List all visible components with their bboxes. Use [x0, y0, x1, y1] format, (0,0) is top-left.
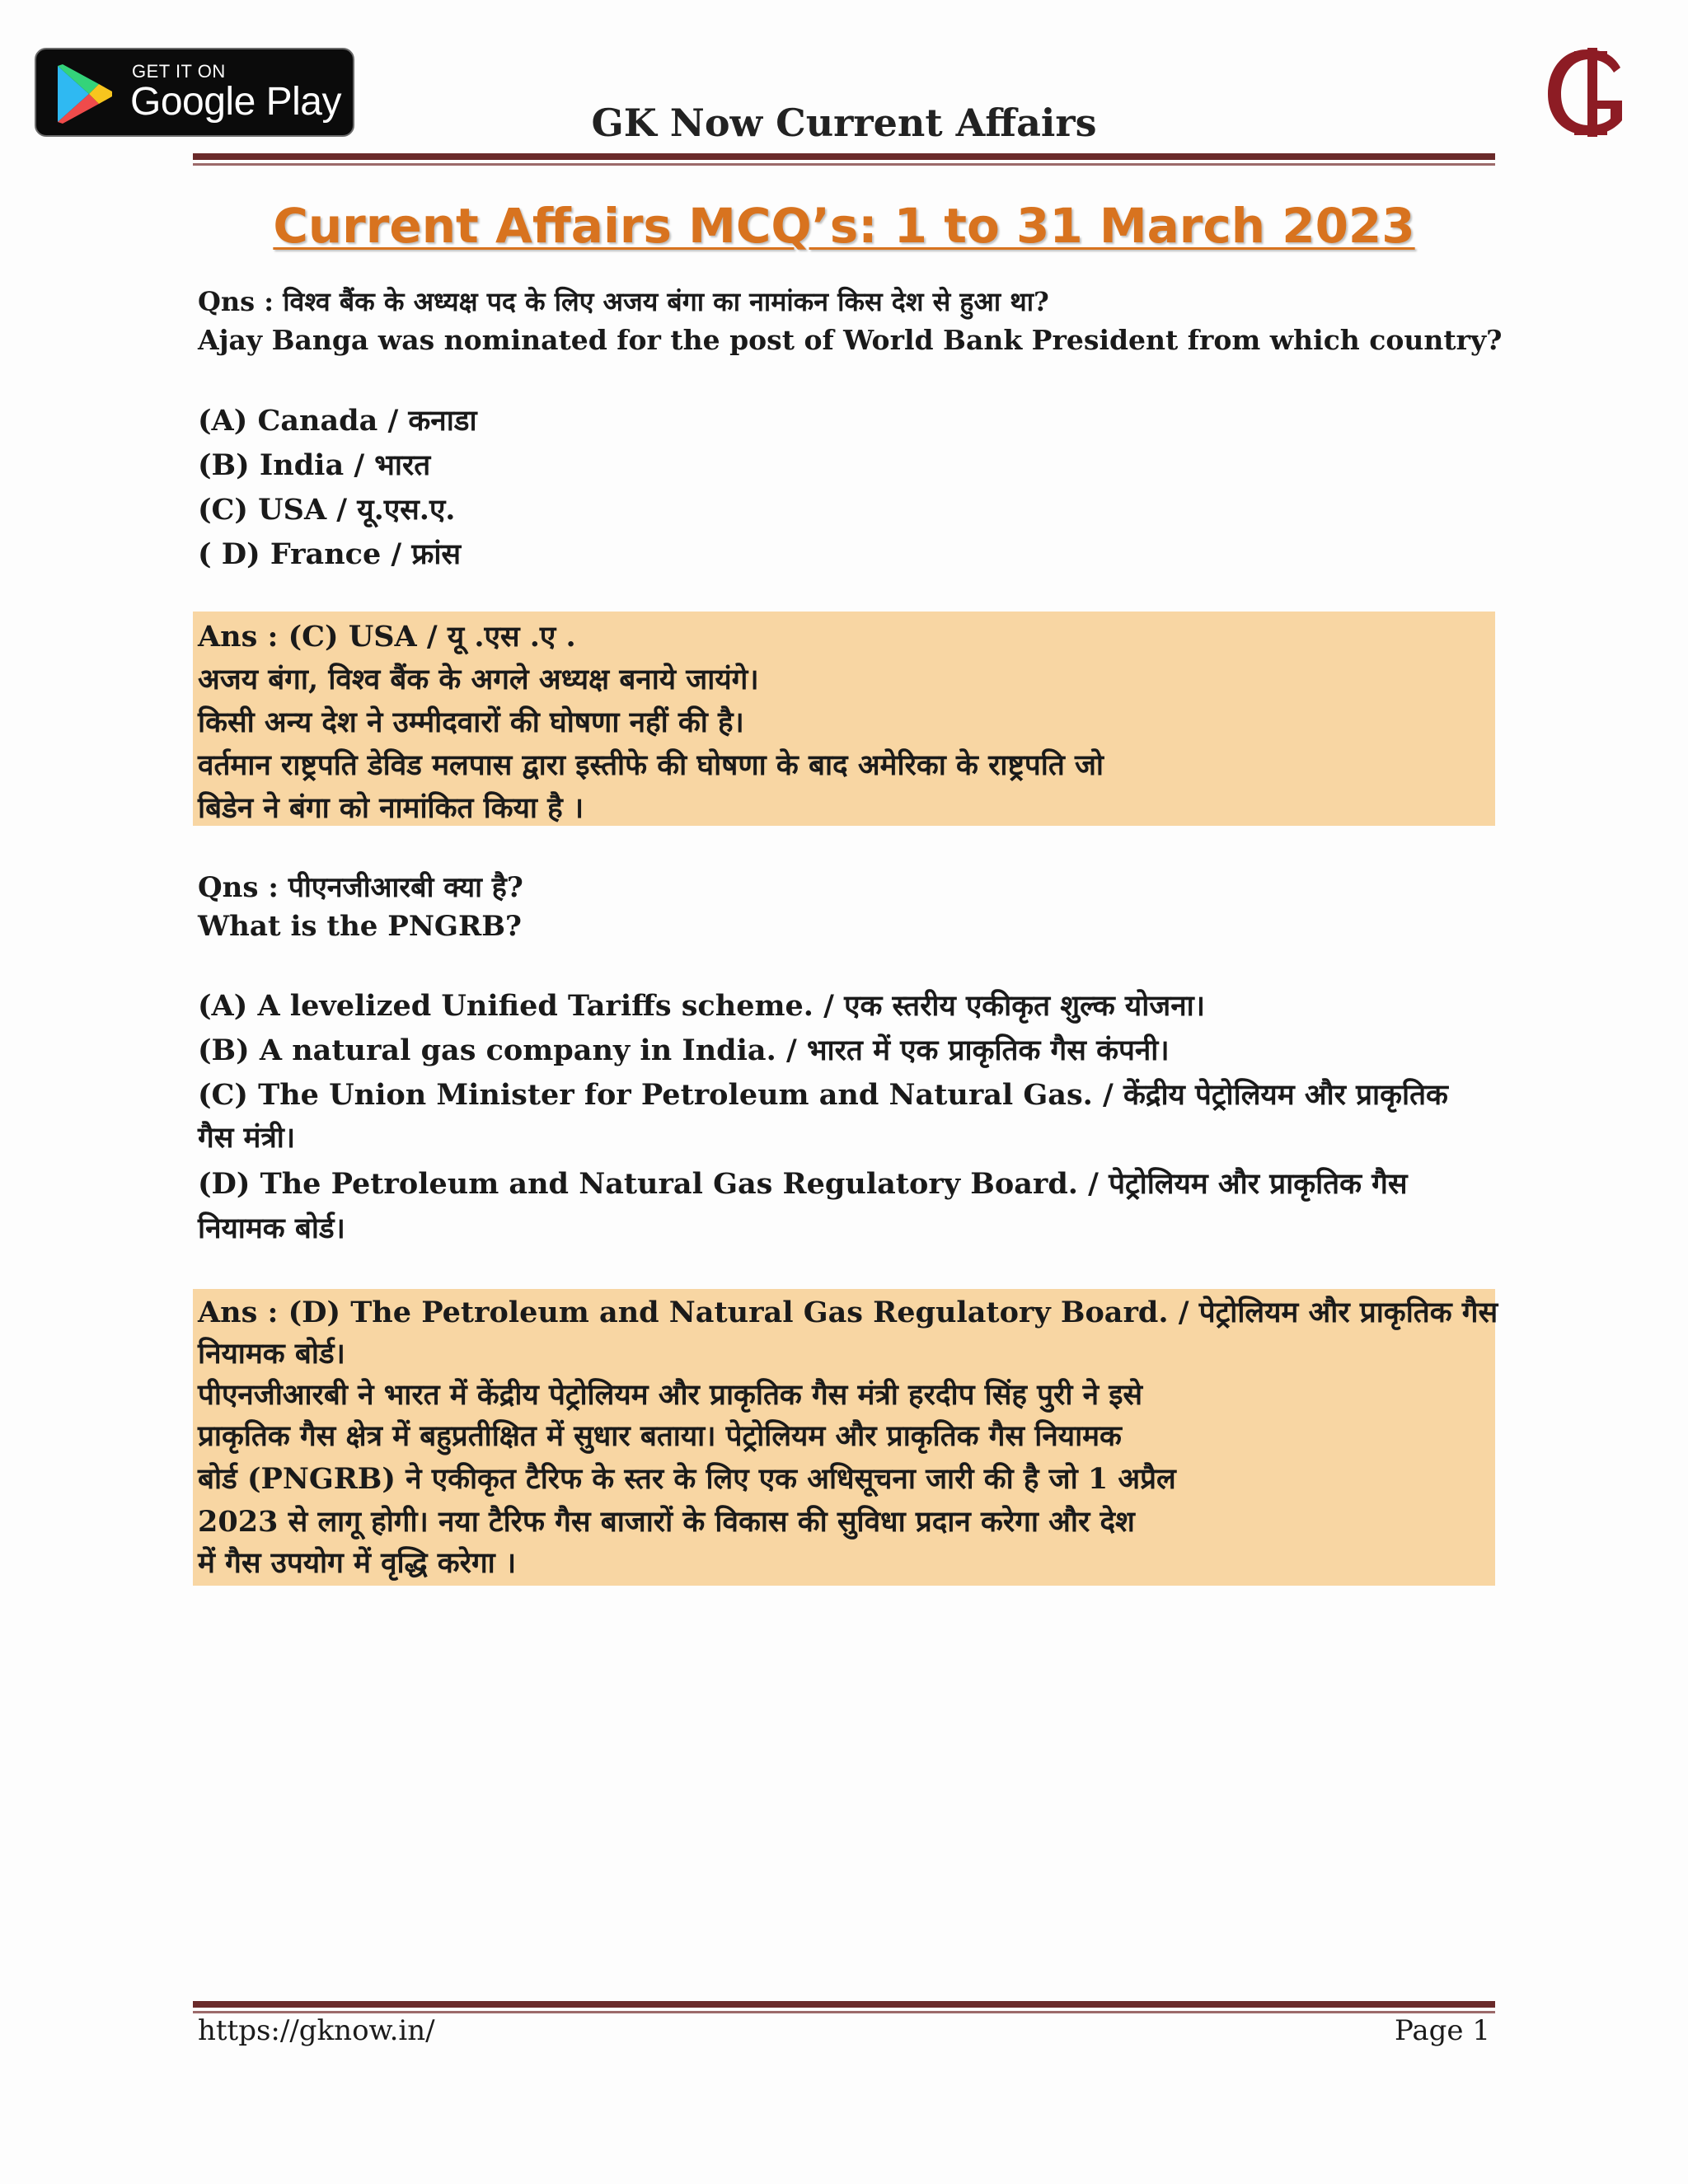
- q1-option-a: (A) Canada / कनाडा: [198, 404, 477, 438]
- q2-option-a: (A) A levelized Unified Tariffs scheme. / एक स्तरीय एकीकृत शुल्क योजना।: [198, 989, 1206, 1023]
- q2-option-b: (B) A natural gas company in India. / भारत में एक प्राकृतिक गैस कंपनी।: [198, 1033, 1170, 1067]
- q1-explanation-line: वर्तमान राष्ट्रपति डेविड मलपास द्वारा इस्तीफे की घोषणा के बाद अमेरिका के राष्ट्रपति जो: [198, 748, 1104, 782]
- question-2-hindi: Qns : पीएनजीआरबी क्या है?: [198, 871, 523, 904]
- q2-explanation-line: में गैस उपयोग में वृद्धि करेगा ।: [198, 1546, 517, 1580]
- q2-explanation-line: बोर्ड (PNGRB) ने एकीकृत टैरिफ के स्तर के लिए एक अधिसूचना जारी की है जो 1 अप्रैल: [198, 1462, 1176, 1496]
- question-1-english: Ajay Banga was nominated for the post of World Bank President from which country?: [198, 324, 1503, 356]
- question-1-hindi: Qns : विश्व बैंक के अध्यक्ष पद के लिए अजय बंगा का नामांकन किस देश से हुआ था?: [198, 286, 1049, 317]
- q2-explanation-line: प्राकृतिक गैस क्षेत्र में बहुप्रतीक्षित में सुधार बताया। पेट्रोलियम और प्राकृतिक गैस नियामक: [198, 1419, 1122, 1453]
- page-number: Page 1: [1395, 2014, 1490, 2047]
- q2-option-c: (C) The Union Minister for Petroleum and Natural Gas. / केंद्रीय पेट्रोलियम और प्राकृतिक: [198, 1078, 1448, 1112]
- q2-explanation-line: पीएनजीआरबी ने भारत में केंद्रीय पेट्रोलियम और प्राकृतिक गैस मंत्री हरदीप सिंह पुरी ने इसे: [198, 1378, 1143, 1412]
- q2-answer-cont: नियामक बोर्ड।: [198, 1337, 345, 1371]
- q1-explanation-line: बिडेन ने बंगा को नामांकित किया है ।: [198, 791, 584, 825]
- q1-answer: Ans : (C) USA / यू .एस .ए .: [198, 620, 576, 654]
- badge-store-text: Google Play: [130, 80, 341, 124]
- question-2-english: What is the PNGRB?: [198, 910, 522, 943]
- header-divider: [193, 153, 1495, 166]
- footer-url-link[interactable]: https://gknow.in/: [198, 2014, 435, 2047]
- q1-option-c: (C) USA / यू.एस.ए.: [198, 493, 456, 527]
- badge-small-text: GET IT ON: [132, 61, 226, 82]
- q2-option-c-cont: गैस मंत्री।: [198, 1121, 296, 1155]
- q1-explanation-line: किसी अन्य देश ने उम्मीदवारों की घोषणा नहीं की है।: [198, 705, 744, 739]
- q2-option-d: (D) The Petroleum and Natural Gas Regulatory Board. / पेट्रोलियम और प्राकृतिक गैस: [198, 1167, 1408, 1201]
- footer-divider: [193, 2001, 1495, 2013]
- q1-explanation-line: अजय बंगा, विश्व बैंक के अगले अध्यक्ष बनाये जायंगे।: [198, 663, 759, 696]
- site-title: GK Now Current Affairs: [591, 101, 1097, 145]
- page-title: Current Affairs MCQ’s: 1 to 31 March 2023: [273, 198, 1415, 254]
- q2-answer: Ans : (D) The Petroleum and Natural Gas Regulatory Board. / पेट्रोलियम और प्राकृतिक गैस: [198, 1296, 1498, 1329]
- q1-option-b: (B) India / भारत: [198, 448, 431, 482]
- q1-option-d: ( D) France / फ्रांस: [198, 537, 462, 571]
- q2-explanation-line: 2023 से लागू होगी। नया टैरिफ गैस बाजारों के विकास की सुविधा प्रदान करेगा और देश: [198, 1505, 1135, 1539]
- q2-option-d-cont: नियामक बोर्ड।: [198, 1212, 345, 1245]
